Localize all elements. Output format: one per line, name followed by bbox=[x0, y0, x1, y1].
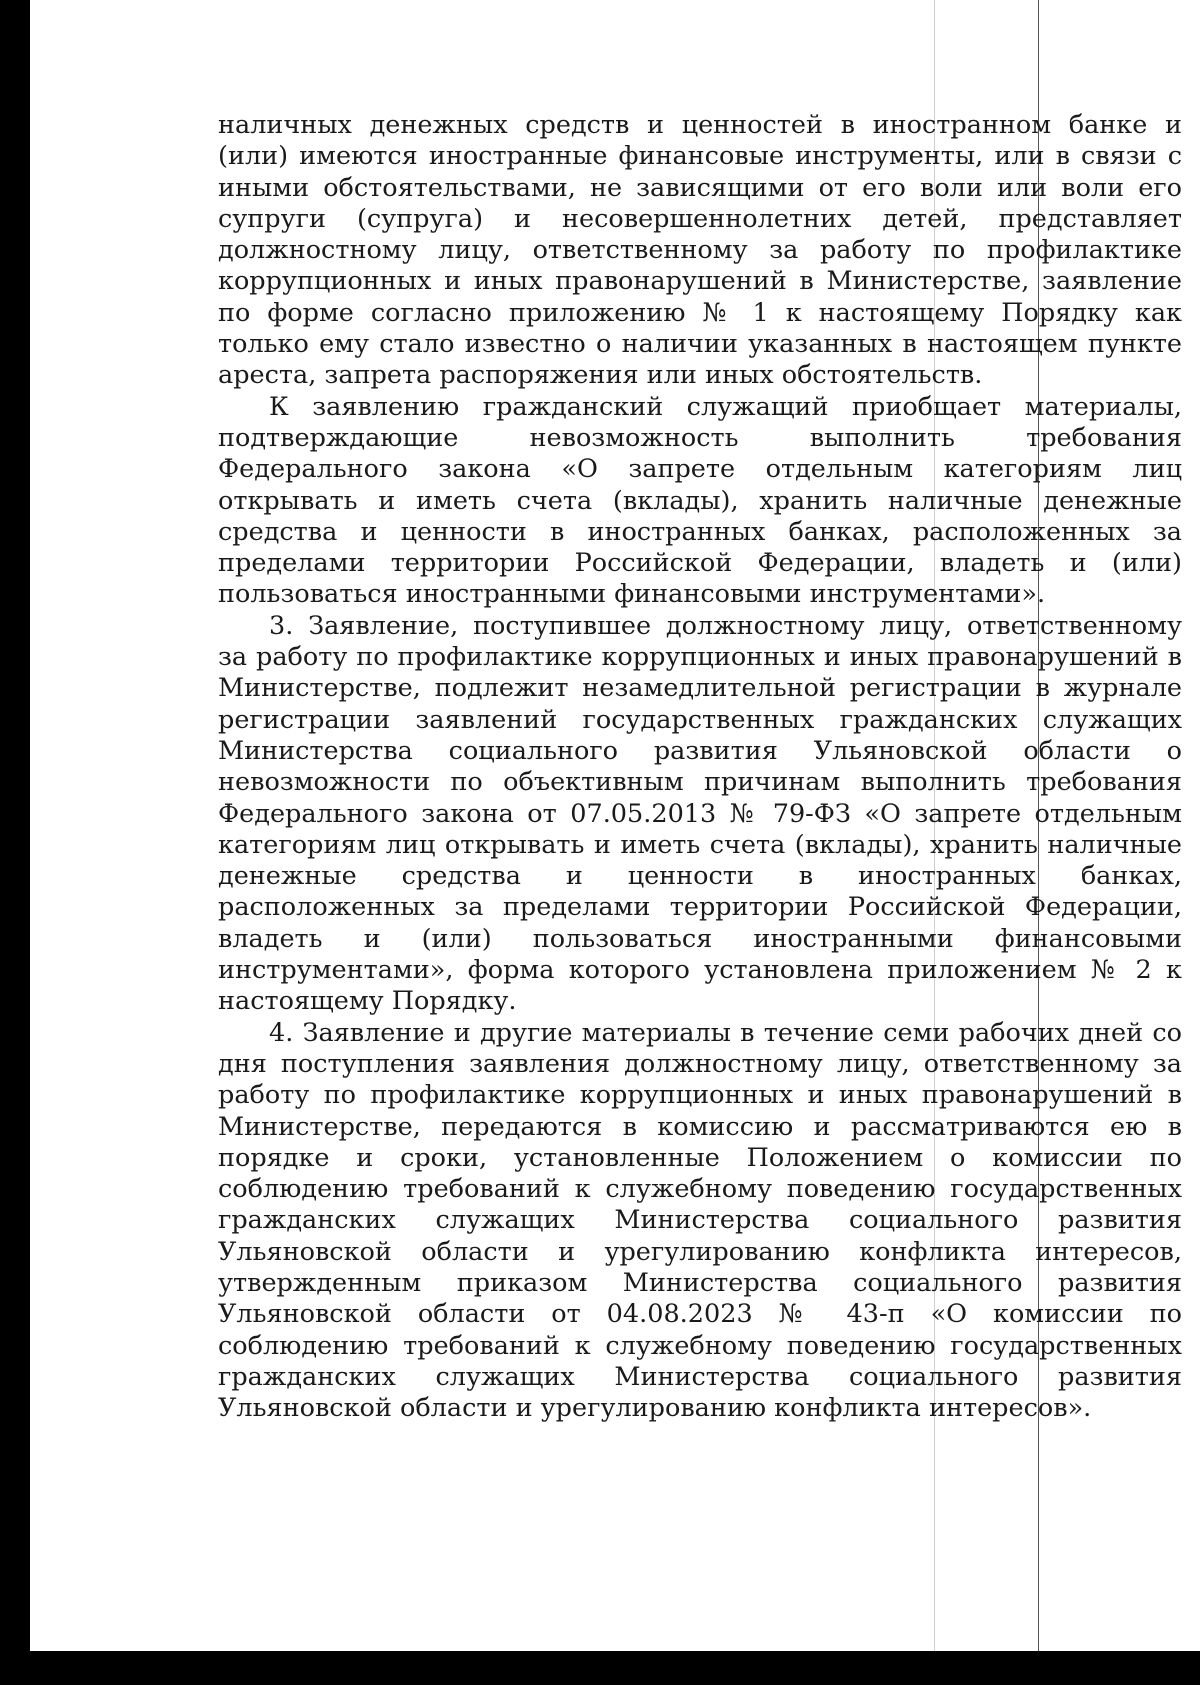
paragraph-item-3: 3. Заявление, поступившее должностному лицу, ответственному за работу по профилактике коррупционных и иных правонарушений в Министерстве, подлежит незамедлительной регистрации в журнале регистрации заявлений государственных гражданских служащих Министерства социального развития Ульяновской области о невозможности по объективным причинам выполнить требования Федерального закона от 07.05.2013 № 79-ФЗ «О запрете отдельным категориям лиц открывать и иметь счета (вклады), хранить наличные денежные средства и ценности в иностранных банках, расположенных за пределами территории Российской Федерации, владеть и (или) пользоваться иностранными финансовыми инструментами», форма которого установлена приложением № 2 к настоящему Порядку. bbox=[218, 610, 1182, 1017]
scan-left-border bbox=[0, 0, 30, 1685]
scan-bottom-border bbox=[0, 1651, 1200, 1685]
document-body bbox=[218, 110, 1182, 1424]
paragraph-attachments: К заявлению гражданский служащий приобщает материалы, подтверждающие невозможность выполнить требования Федерального закона «О запрете отдельным категориям лиц открывать и иметь счета (вклады), хранить наличные денежные средства и ценности в иностранных банках, расположенных за пределами территории Российской Федерации, владеть и (или) пользоваться иностранными финансовыми инструментами». bbox=[218, 391, 1182, 610]
paragraph-item-4: 4. Заявление и другие материалы в течение семи рабочих дней со дня поступления заявления должностному лицу, ответственному за работу по профилактике коррупционных и иных правонарушений в Министерстве, передаются в комиссию и рассматриваются ею в порядке и сроки, установленные Положением о комиссии по соблюдению требований к служебному поведению государственных гражданских служащих Министерства социального развития Ульяновской области и урегулированию конфликта интересов, утвержденным приказом Министерства социального развития Ульяновской области от 04.08.2023 № 43-п «О комиссии по соблюдению требований к служебному поведению государственных гражданских служащих Министерства социального развития Ульяновской области и урегулированию конфликта интересов». bbox=[218, 1017, 1182, 1424]
paragraph-continuation: наличных денежных средств и ценностей в иностранном банке и (или) имеются иностранные финансовые инструменты, или в связи с иными обстоятельствами, не зависящими от его воли или воли его супруги (супруга) и несовершеннолетних детей, представляет должностному лицу, ответственному за работу по профилактике коррупционных и иных правонарушений в Министерстве, заявление по форме согласно приложению № 1 к настоящему Порядку как только ему стало известно о наличии указанных в настоящем пункте ареста, запрета распоряжения или иных обстоятельств. bbox=[218, 110, 1182, 391]
